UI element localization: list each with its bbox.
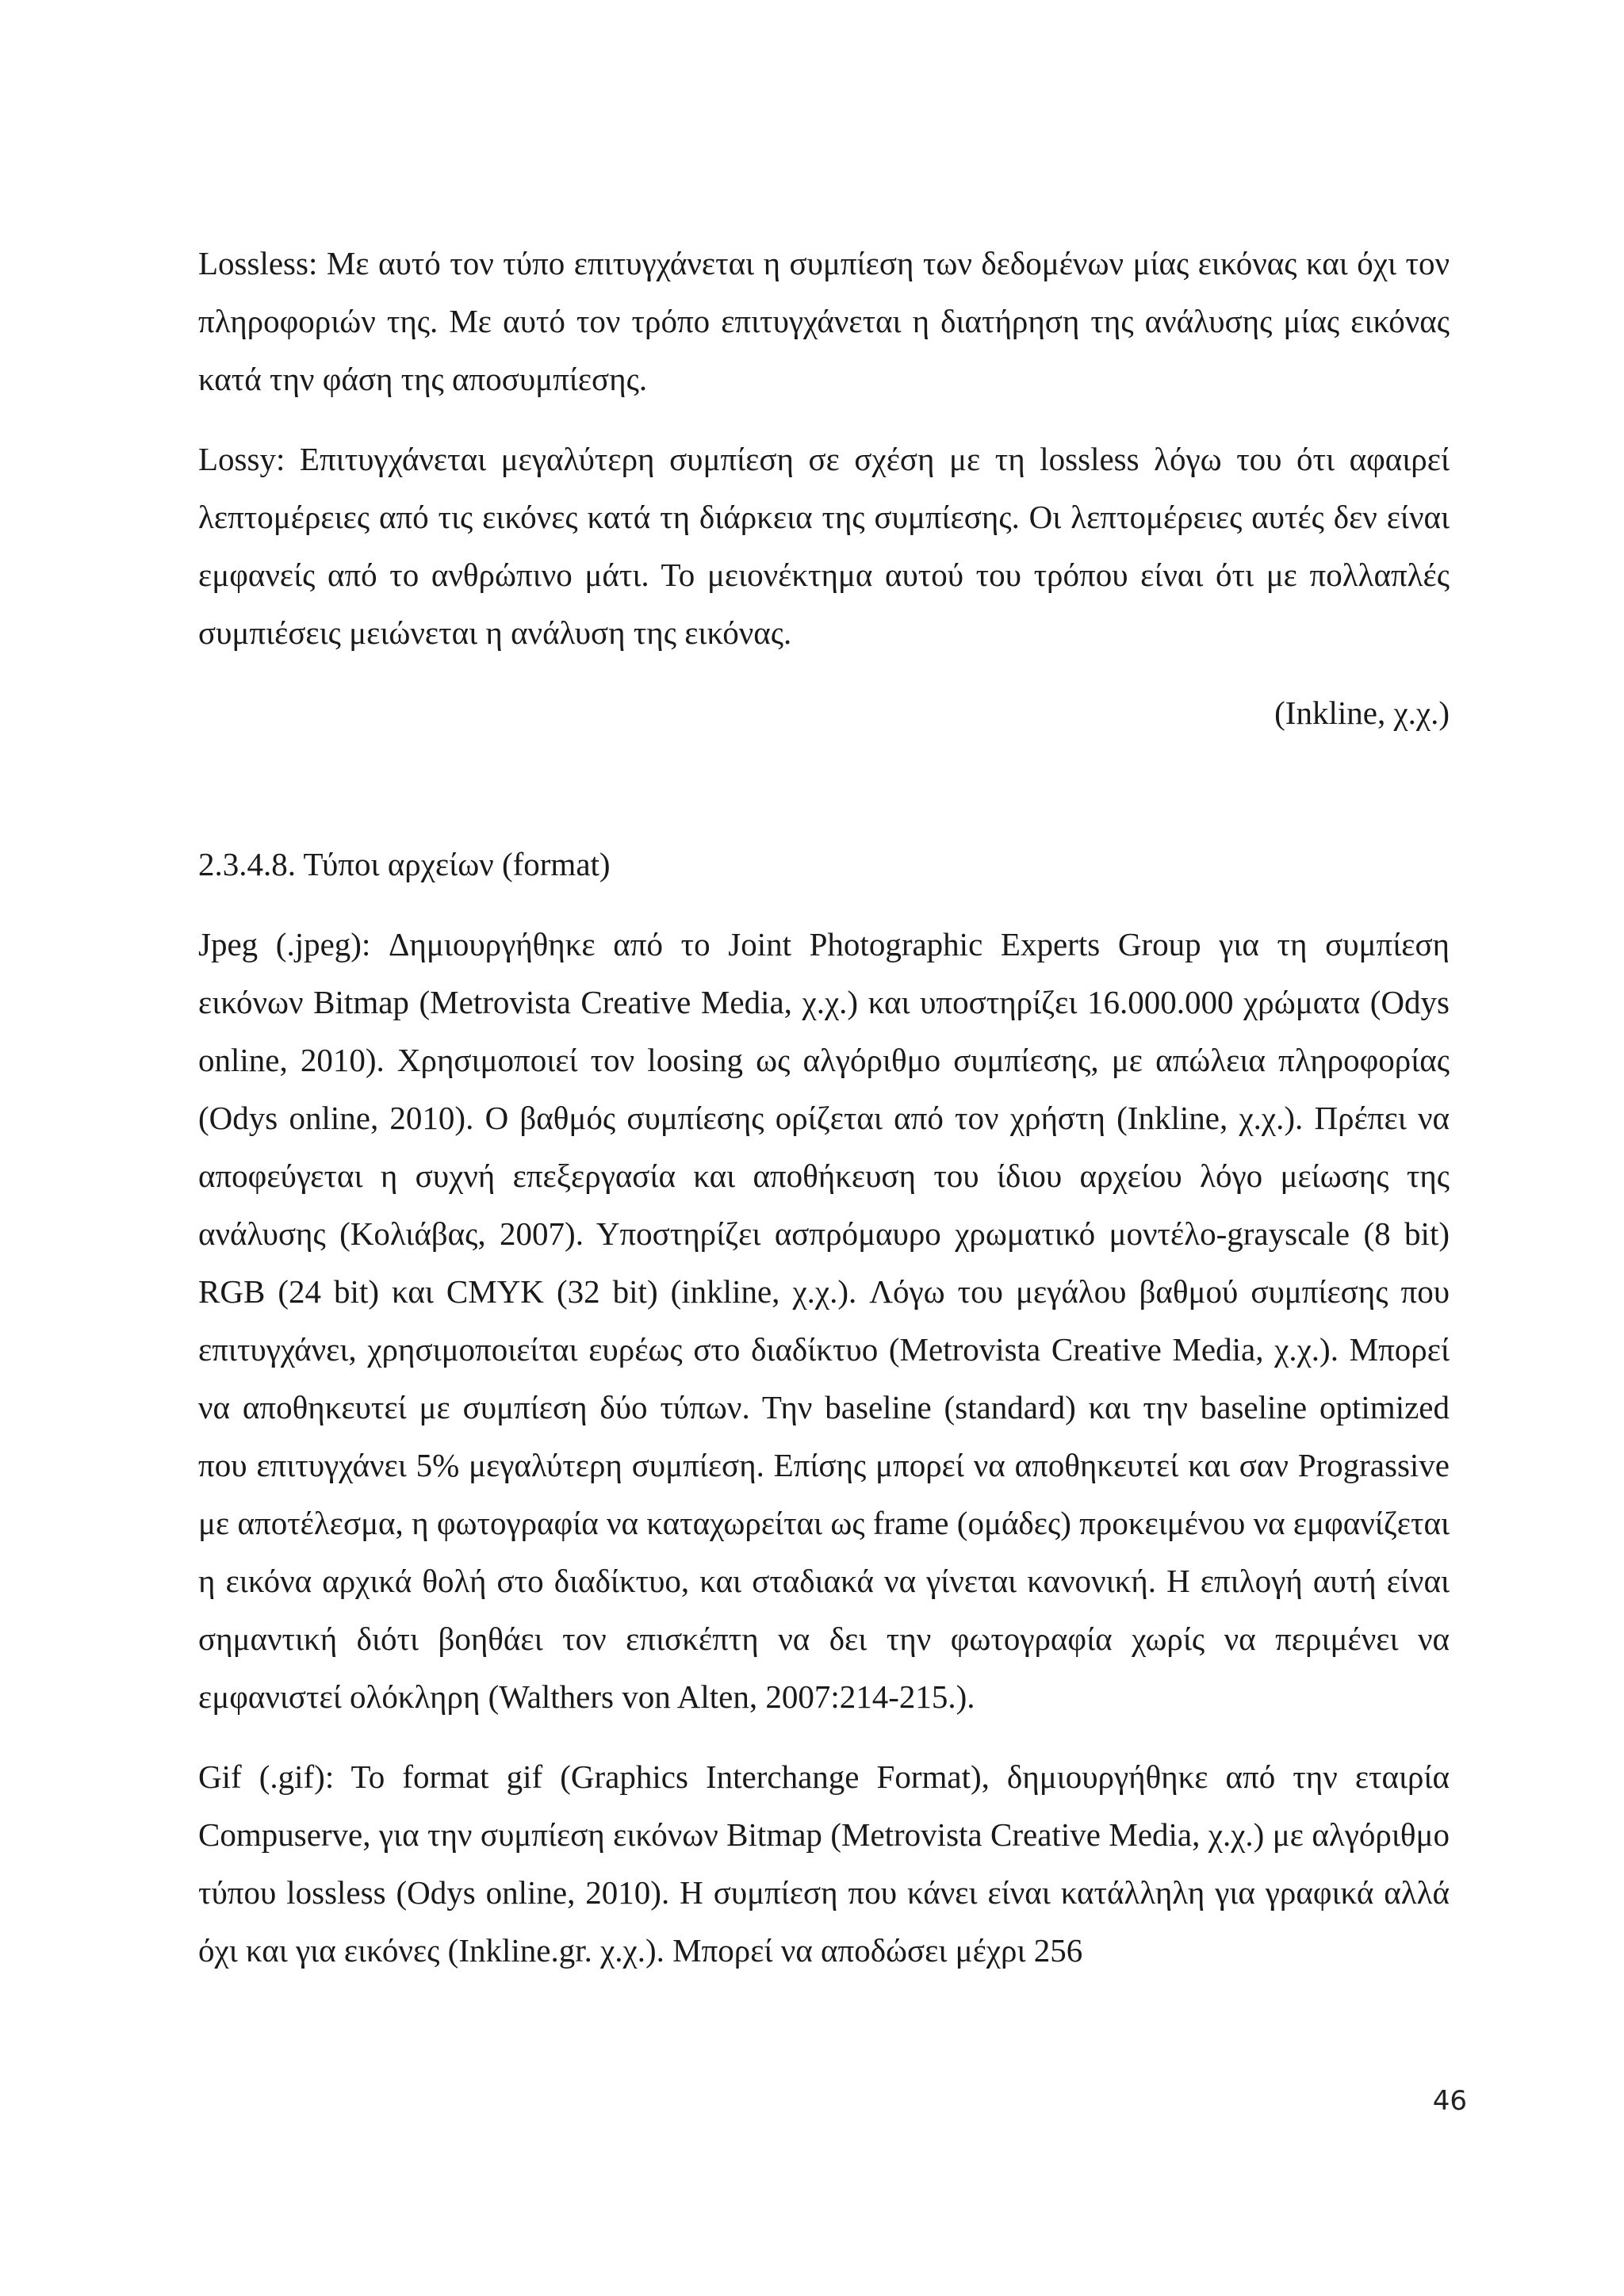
- paragraph-gif: Gif (.gif): To format gif (Graphics Interchange Format), δημιουργήθηκε από την εταιρία Compuserve, για την συμπίεση εικόνων Bitmap (Metrovista Creative Media, χ.χ.) με αλγόριθμο τύπου lossless (Odys online, 2010). Η συμπίεση που κάνει είναι κατάλληλη για γραφικά αλλά όχι και για εικόνες (Inkline.gr. χ.χ.). Μπορεί να αποδώσει μέχρι 256: [198, 1758, 1450, 1969]
- document-page: [198, 235, 1450, 1980]
- paragraph-lossy: Lossy: Επιτυγχάνεται μεγαλύτερη συμπίεση σε σχέση με τη lossless λόγω του ότι αφαιρεί λεπτομέρειες από τις εικόνες κατά τη διάρκεια της συμπίεσης. Οι λεπτομέρειες αυτές δεν είναι εμφανείς από το ανθρώπινο μάτι. Το μειονέκτημα αυτού του τρόπου είναι ότι με πολλαπλές συμπιέσεις μειώνεται η ανάλυση της εικόνας.: [198, 441, 1450, 651]
- page-number: 46: [1432, 2085, 1467, 2117]
- paragraph-jpeg: Jpeg (.jpeg): Δημιουργήθηκε από το Joint Photographic Experts Group για τη συμπίεση εικόνων Bitmap (Metrovista Creative Media, χ.χ.) και υποστηρίζει 16.000.000 χρώματα (Odys online, 2010). Χρησιμοποιεί τον loosing ως αλγόριθμο συμπίεσης, με απώλεια πληροφορίας (Odys online, 2010). Ο βαθμός συμπίεσης ορίζεται από τον χρήστη (Inkline, χ.χ.). Πρέπει να αποφεύγεται η συχνή επεξεργασία και αποθήκευση του ίδιου αρχείου λόγο μείωσης της ανάλυσης (Κολιάβας, 2007). Υποστηρίζει ασπρόμαυρο χρωματικό μοντέλο-grayscale (8 bit) RGB (24 bit) και CMYK (32 bit) (inkline, χ.χ.). Λόγω του μεγάλου βαθμού συμπίεσης που επιτυγχάνει, χρησιμοποιείται ευρέως στο διαδίκτυο (Metrovista Creative Media, χ.χ.). Μπορεί να αποθηκευτεί με συμπίεση δύο τύπων. Την baseline (standard) και την baseline optimized που επιτυγχάνει 5% μεγαλύτερη συμπίεση. Επίσης μπορεί να αποθηκευτεί και σαν Prograssive με αποτέλεσμα, η φωτογραφία να καταχωρείται ως frame (ομάδες) προκειμένου να εμφανίζεται η εικόνα αρχικά θολή στο διαδίκτυο, και σταδιακά να γίνεται κανονική. Η επιλογή αυτή είναι σημαντική διότι βοηθάει τον επισκέπτη να δει την φωτογραφία χωρίς να περιμένει να εμφανιστεί ολόκληρη (Walthers von Alten, 2007:214-215.).: [198, 926, 1450, 1715]
- paragraph-lossless: Lossless: Με αυτό τον τύπο επιτυγχάνεται η συμπίεση των δεδομένων μίας εικόνας και όχι τον πληροφοριών της. Με αυτό τον τρόπο επιτυγχάνεται η διατήρηση της ανάλυσης μίας εικόνας κατά την φάση της αποσυμπίεσης.: [198, 245, 1450, 397]
- section-heading: 2.3.4.8. Τύποι αρχείων (format): [198, 846, 611, 882]
- citation-inkline: (Inkline, χ.χ.): [1274, 695, 1450, 731]
